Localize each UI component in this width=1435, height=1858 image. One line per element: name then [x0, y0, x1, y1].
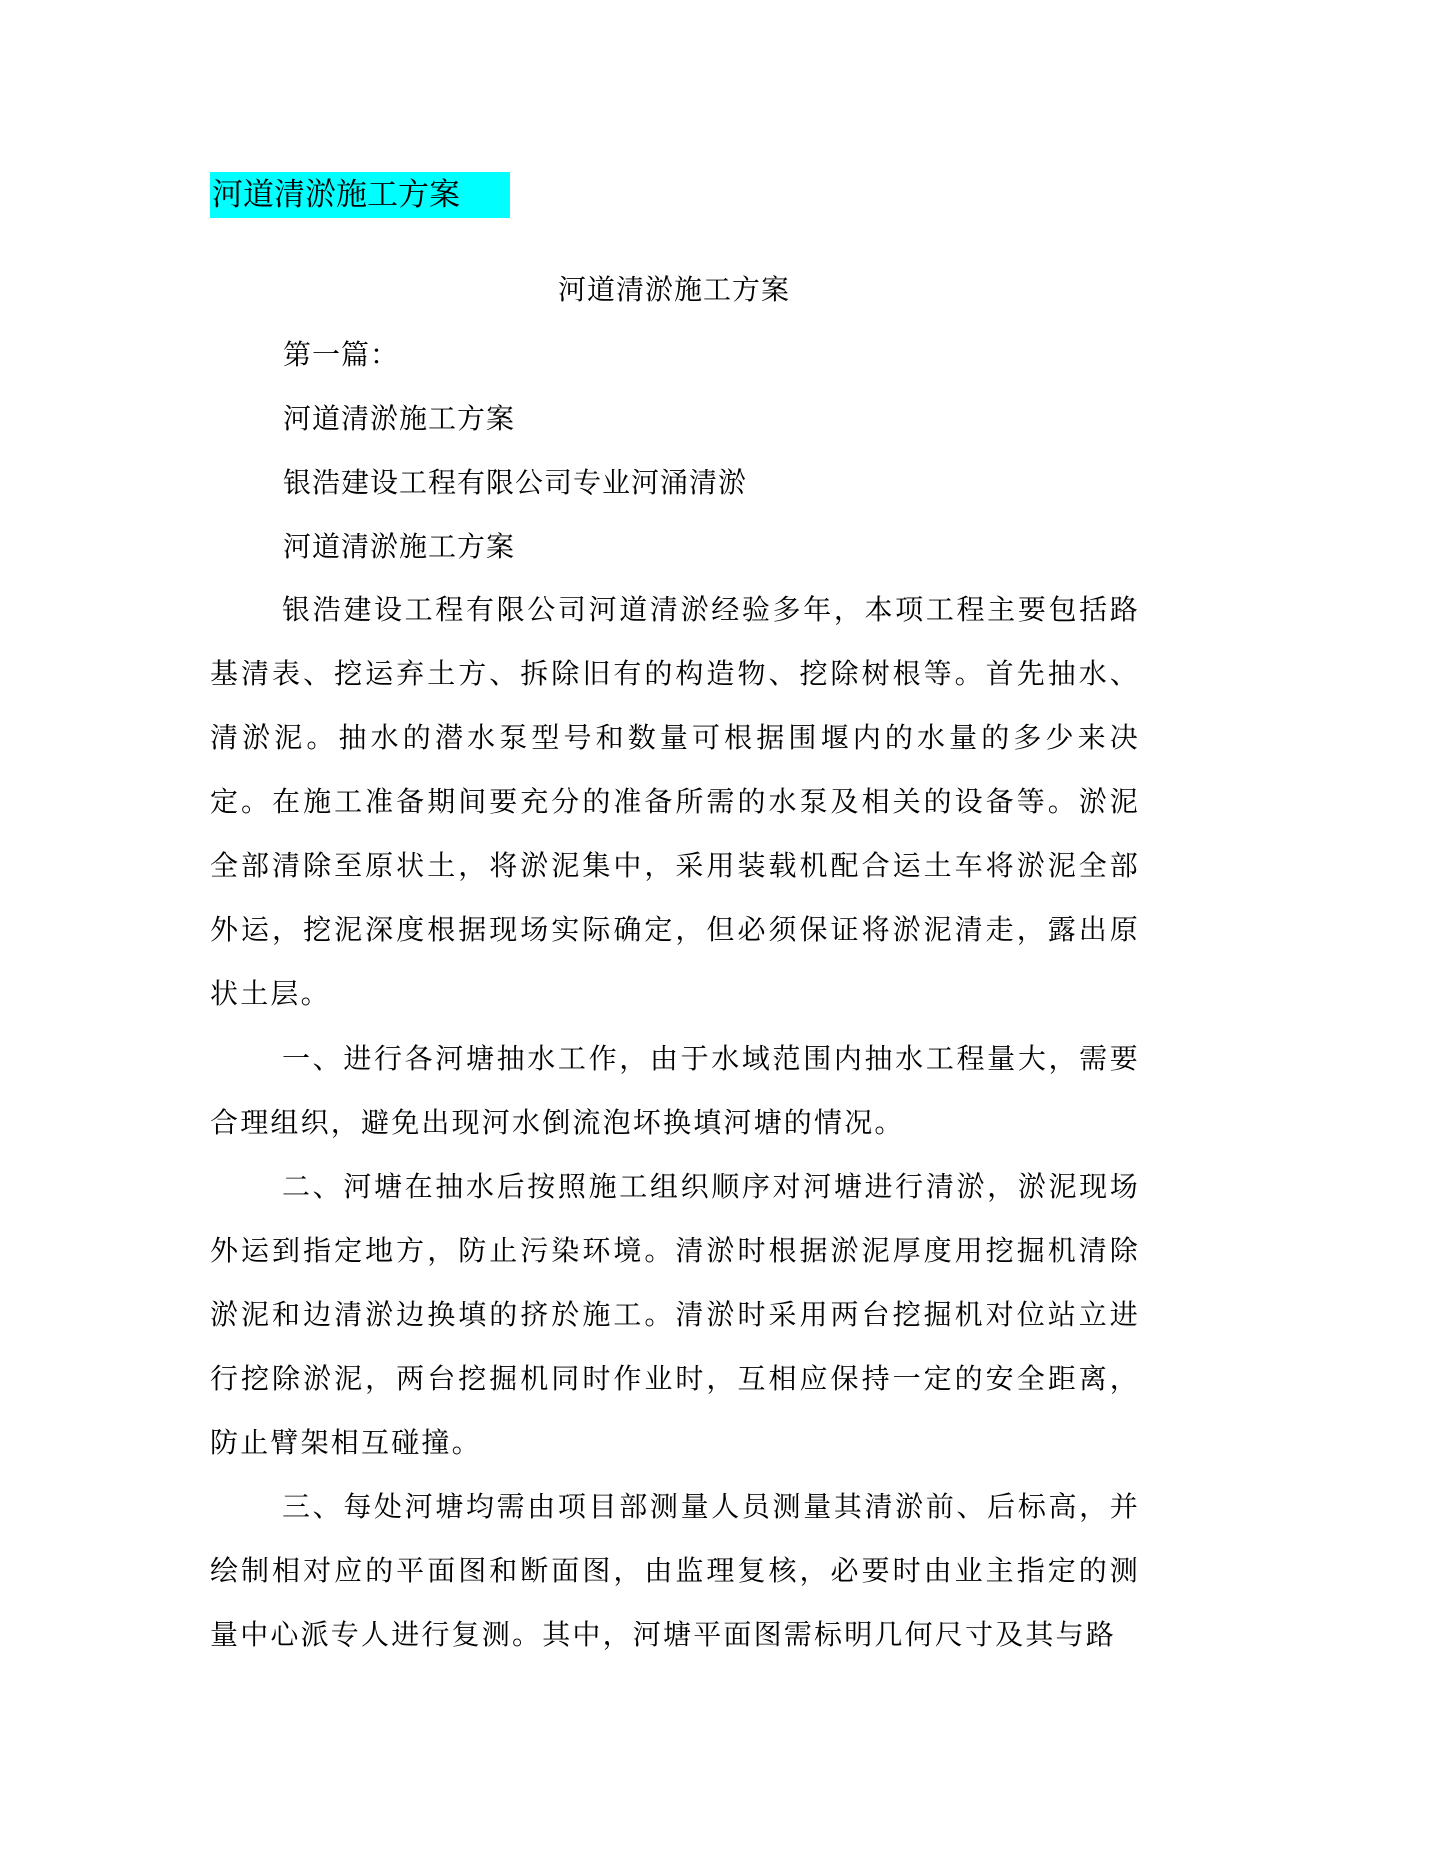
section-label: 第一篇： — [283, 338, 400, 371]
paragraph-intro: 银浩建设工程有限公司河道清淤经验多年，本项工程主要包括路基清表、挖运弃土方、拆除旧有的构造物、挖除树根等。首先抽水、清淤泥。抽水的潜水泵型号和数量可根据围堰内的水量的多少来决定。在施工准备期间要充分的准备所需的水泵及相关的设备等。淤泥全部清除至原状土，将淤泥集中，采用装载机配合运土车将淤泥全部外运，挖泥深度根据现场实际确定，但必须保证将淤泥清走，露出原状土层。 — [210, 593, 1140, 1010]
subtitle-2: 河道清淤施工方案 — [283, 530, 516, 563]
paragraph-one: 一、进行各河塘抽水工作，由于水域范围内抽水工程量大，需要合理组织，避免出现河水倒流泡坏换填河塘的情况。 — [210, 1042, 1140, 1139]
paragraph-two: 二、河塘在抽水后按照施工组织顺序对河塘进行清淤，淤泥现场外运到指定地方，防止污染环境。清淤时根据淤泥厚度用挖掘机清除淤泥和边清淤边换填的挤於施工。清淤时采用两台挖掘机对位站立进行挖除淤泥，两台挖掘机同时作业时，互相应保持一定的安全距离，防止臂架相互碰撞。 — [210, 1170, 1140, 1459]
subtitle-1: 河道清淤施工方案 — [283, 402, 516, 435]
document-title: 河道清淤施工方案 — [557, 273, 790, 306]
paragraph-three: 三、每处河塘均需由项目部测量人员测量其清淤前、后标高，并绘制相对应的平面图和断面图，由监理复核，必要时由业主指定的测量中心派专人进行复测。其中，河塘平面图需标明几何尺寸及其与路 — [210, 1490, 1140, 1651]
highlighted-title: 河道清淤施工方案 — [210, 172, 510, 218]
company-line: 银浩建设工程有限公司专业河涌清淤 — [283, 466, 748, 499]
